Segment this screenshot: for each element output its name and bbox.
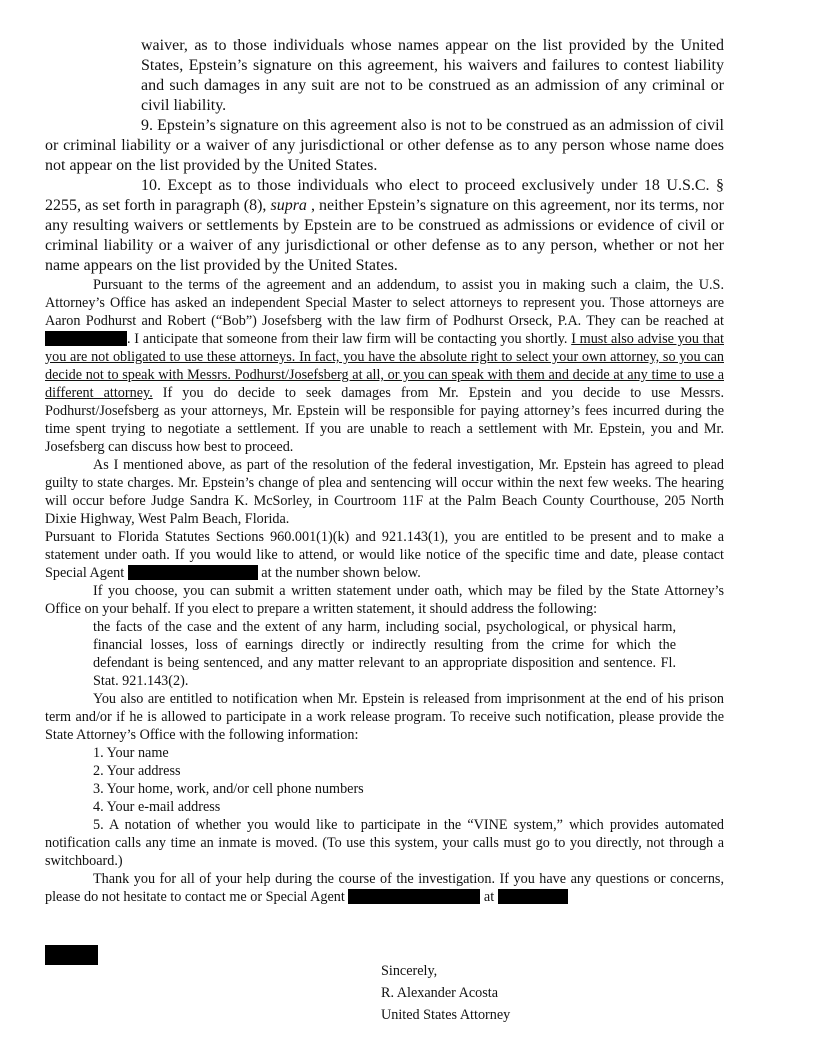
redaction-phone bbox=[45, 331, 127, 346]
statute-quote: the facts of the case and the extent of any harm, including social, psychological, or physical harm, financial losses, loss of earnings directly or indirectly resulting from the crime for which the defendant is being sentenced, and any matter relevant to an appropriate disposition and sentence. Fl. Stat. 921.143(2). bbox=[93, 619, 676, 689]
paragraph-thanks: Thank you for all of your help during the course of the investigation. If you have any questions or concerns, please do not hesitate to contact me or Special Agent at bbox=[45, 871, 724, 905]
letter-body bbox=[45, 36, 724, 906]
paragraph-waiver-continued: waiver, as to those individuals whose names appear on the list provided by the United States, Epstein’s signature on this agreement, his waivers and failures to contest liability and such damages in any suit are not to be construed as an admission of any criminal or civil liability. bbox=[141, 37, 724, 114]
paragraph-statutes: Pursuant to Florida Statutes Sections 960.001(1)(k) and 921.143(1), you are entitled to be present and to make a statement under oath. If you would like to attend, or would like notice of the specific time and date, please contact Special Agent at the number shown below. bbox=[45, 529, 724, 581]
list-item: 2. Your address bbox=[93, 763, 181, 779]
redaction-agent-name-2 bbox=[348, 889, 480, 904]
redaction-agent-name bbox=[128, 565, 258, 580]
list-item: 3. Your home, work, and/or cell phone numbers bbox=[93, 781, 364, 797]
paragraph-10: 10. Except as to those individuals who elect to proceed exclusively under 18 U.S.C. § 2255, as set forth in paragraph (8), supra , neither Epstein’s signature on this agreement, nor its terms, nor any resulting waivers or settlements by Epstein are to be construed as admissions or evidence of civil or criminal liability or a waiver of any jurisdictional or other defense as to any person, whether or not her name appears on the list provided by the United States. bbox=[45, 177, 725, 274]
list-item: 1. Your name bbox=[93, 745, 169, 761]
paragraph-notification: You also are entitled to notification when Mr. Epstein is released from imprisonment at the end of his prison term and/or if he is allowed to participate in a work release program. To receive such notification, please provide the State Attorney’s Office with the following information: bbox=[45, 691, 724, 743]
paragraph-written-statement: If you choose, you can submit a written statement under oath, which may be filed by the State Attorney’s Office on your behalf. If you elect to prepare a written statement, it should address the following: bbox=[45, 583, 724, 617]
list-item: 4. Your e-mail address bbox=[93, 799, 221, 815]
signer-name: R. Alexander Acosta bbox=[381, 985, 499, 1001]
paragraph-attorneys: Pursuant to the terms of the agreement and an addendum, to assist you in making such a claim, the U.S. Attorney’s Office has asked an independent Special Master to select attorneys to represent you. Those attorneys are Aaron Podhurst and Robert (“Bob”) Josefsberg with the law firm of Podhurst Orseck, P.A. They can be reached at . I anticipate that someone from their law firm will be contacting you shortly. I must also advise you that you are not obligated to use these attorneys. In fact, you have the absolute right to select your own attorney, so you can decide not to speak with Messrs. Podhurst/Josefsberg at all, or you can speak with them and decide at any time to use a different attorney. If you do decide to seek damages from Mr. Epstein and you decide to use Messrs. Podhurst/Josefsberg as your attorneys, Mr. Epstein will be responsible for paying attorney’s fees incurred during the time spent trying to negotiate a settlement. If you are unable to reach a settlement with Mr. Epstein, you and Mr. Josefsberg can discuss how best to proceed. bbox=[45, 277, 724, 455]
redaction-contact-number-continued bbox=[45, 945, 98, 965]
supra-italic: supra bbox=[270, 197, 307, 214]
underlined-advisory: I must also advise you that you are not obligated to use these attorneys. In fact, you have the absolute right to select your own attorney, so you can decide not to speak with Messrs. Podhurst/Josefsberg at all, or you can speak with them and decide at any time to use a different attorney. bbox=[45, 331, 724, 401]
closing: Sincerely, bbox=[381, 963, 438, 979]
info-list bbox=[45, 744, 724, 816]
paragraph-vine: 5. A notation of whether you would like to participate in the “VINE system,” which provides automated notification calls any time an inmate is moved. (To use this system, your calls must go to you directly, not through a switchboard.) bbox=[45, 817, 724, 869]
redaction-contact-number bbox=[498, 889, 568, 904]
signature-block bbox=[381, 960, 510, 1026]
signer-title: United States Attorney bbox=[381, 1007, 511, 1023]
paragraph-plea: As I mentioned above, as part of the resolution of the federal investigation, Mr. Epstein has agreed to plead guilty to state charges. Mr. Epstein’s change of plea and sentencing will occur within the next few weeks. The hearing will occur before Judge Sandra K. McSorley, in Courtroom 11F at the Palm Beach County Courthouse, 205 North Dixie Highway, West Palm Beach, Florida. bbox=[45, 457, 724, 527]
paragraph-9: 9. Epstein’s signature on this agreement also is not to be construed as an admission of civil or criminal liability or a waiver of any jurisdictional or other defense as to any person whose name does not appear on the list provided by the United States. bbox=[45, 117, 724, 174]
